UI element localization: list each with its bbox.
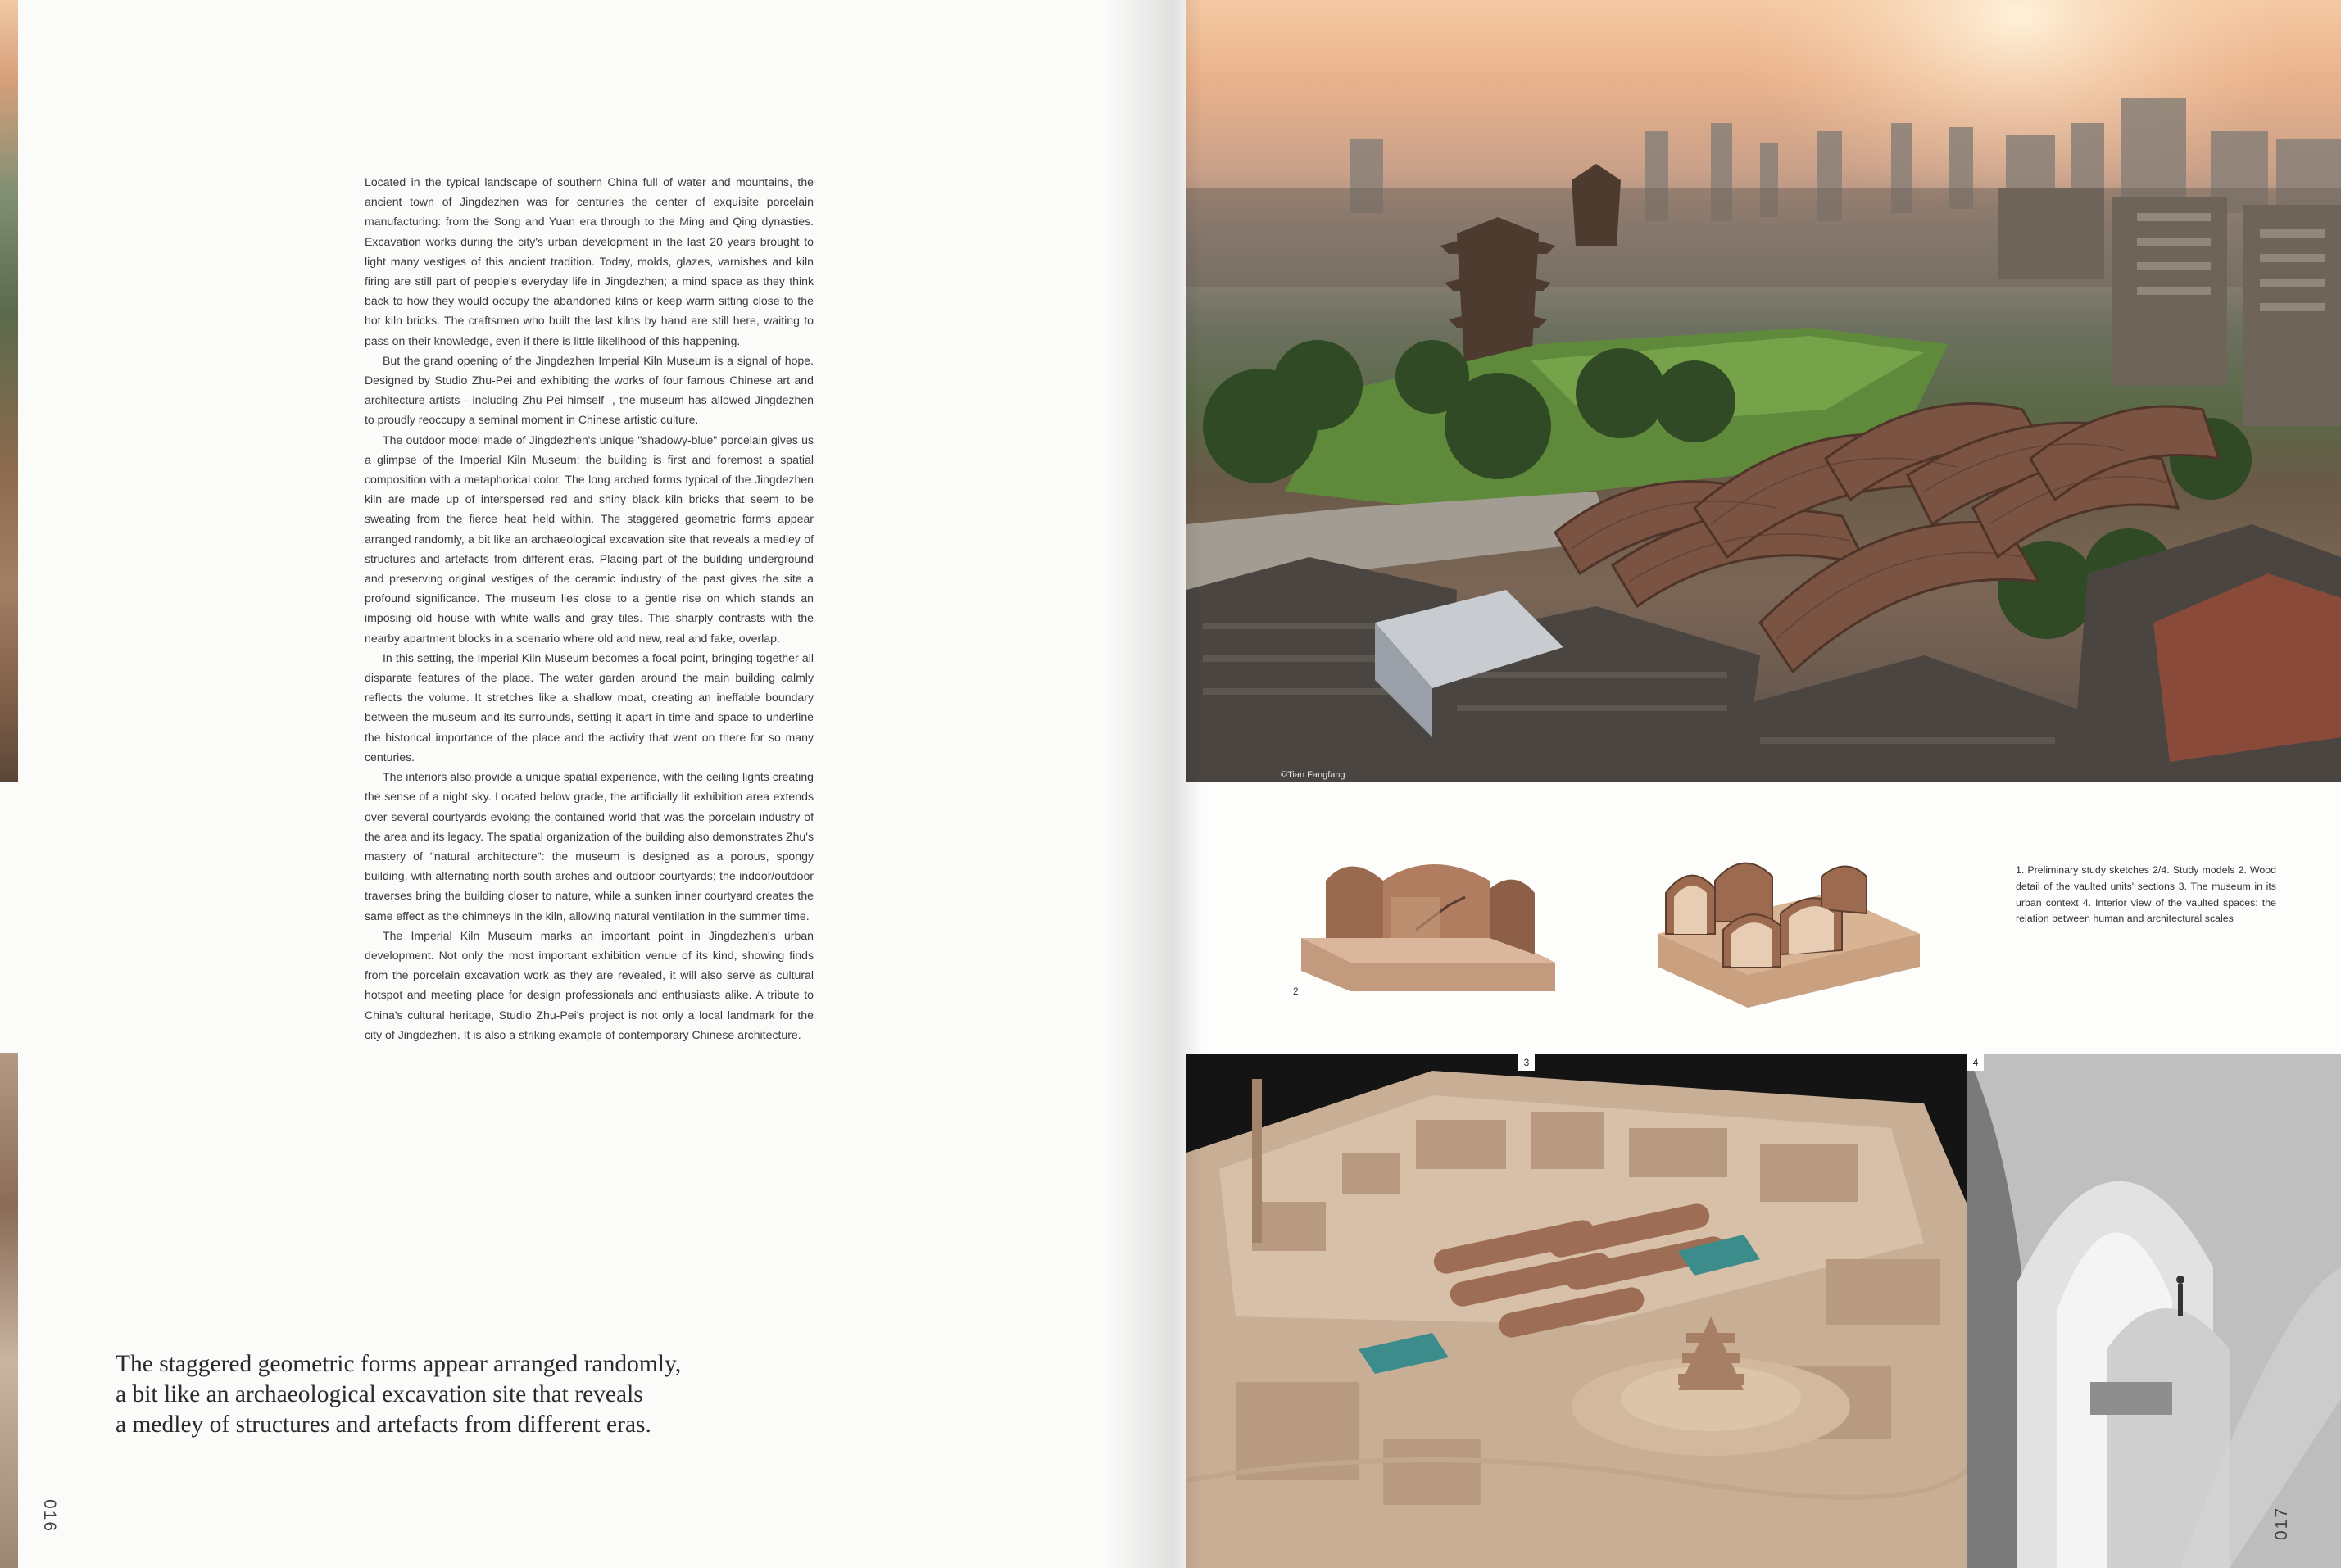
urban-model-illustration bbox=[1186, 1054, 1973, 1568]
right-page bbox=[1170, 0, 2341, 1568]
aerial-photo-illustration bbox=[1186, 0, 2341, 782]
pull-quote-line: a bit like an archaeological excavation site that reveals bbox=[116, 1381, 643, 1407]
spillover-image-bottom bbox=[0, 1053, 18, 1568]
article-paragraph: In this setting, the Imperial Kiln Museum becomes a focal point, bringing together all disparate features of the place. The water garden around the main building calmly reflects the volume. It stretches like a shallow moat, creating an ineffable boundary between the museum and its surrounds, setting it apart in time and space to underline the historical importance of the place and the activity that went on there for so many centuries. bbox=[365, 650, 814, 764]
wood-model-illustration bbox=[1293, 848, 1563, 995]
article-paragraph: The Imperial Kiln Museum marks an important point in Jingdezhen's urban development. Not only the most important exhibition venue of its kind, showing finds from the porcelain excavation work as they are revealed, it will also serve as cultural hotspot and meeting place for design professionals and enthusiasts alike. A tribute to China's cultural heritage, Studio Zhu-Pei's project is not only a local landmark for the city of Jingdezhen. It is also a striking example of contemporary Chinese architecture. bbox=[365, 928, 814, 1041]
article-paragraph: Located in the typical landscape of southern China full of water and mountains, the ancient town of Jingdezhen was for centuries the center of exquisite porcelain manufacturing: from the Song and Yuan era through to the Ming and Qing dynasties. Excavation works during the city's urban development in the last 20 years brought to light many vestiges of this ancient tradition. Today, molds, glazes, varnishes and kiln firing are still part of people's everyday life in Jingdezhen; a mind space as they think back to how they would occupy the abandoned kilns or keep warm sitting close to the hot kiln bricks. The craftsmen who built the last kilns by hand are still here, waiting to pass on their knowledge, even if there is little likelihood of this happening. bbox=[365, 175, 814, 347]
article-paragraph: The interiors also provide a unique spatial experience, with the ceiling lights creating the sense of a night sky. Located below grade, the artificially lit exhibition area extends over several courtyards evoking the contained world that was the porcelain industry of the area and its legacy. The spatial organization of the building also demonstrates Zhu's mastery of "natural architecture": the museum is designed as a porous, spongy building, with alternating north-south arches and outdoor courtyards; the indoor/outdoor traverses bring the building closer to nature, while a sunken inner courtyard creates the same effect as the chimneys in the kiln, allowing natural ventilation in the summer time. bbox=[365, 770, 814, 922]
page-number-left: 016 bbox=[40, 1499, 59, 1534]
article-paragraph: But the grand opening of the Jingdezhen Imperial Kiln Museum is a signal of hope. Designed by Studio Zhu-Pei and exhibiting the works of four famous Chinese art and architecture artists - including Zhu Pei himself -, the museum has allowed Jingdezhen to proudly reoccupy a seminal moment in Chinese artistic culture. bbox=[365, 353, 814, 427]
figure-caption: 1. Preliminary study sketches 2/4. Study models 2. Wood detail of the vaulted units' sections 3. The museum in its urban context 4. Interior view of the vaulted spaces: the relation between human and architectural scales bbox=[2016, 864, 2276, 925]
spillover-image-top bbox=[0, 0, 18, 782]
article-paragraph: The outdoor model made of Jingdezhen's unique "shadowy-blue" porcelain gives us a glimpse of the Imperial Kiln Museum: the building is first and foremost a spatial composition with a metaphorical color. The long arched forms typical of the Jingdezhen kiln are made up of interspersed red and shiny black kiln bricks that seem to be sweating from the fierce heat held within. The staggered geometric forms appear arranged randomly, a bit like an archaeological excavation site that reveals a medley of structures and artefacts from different eras. Placing part of the building underground and preserving original vestiges of the ceramic industry of the past gives the site a profound significance. The museum lies close to a gentle rise on which stands an imposing old house with white walls and gray tiles. This sharply contrasts with the nearby apartment blocks in a scenario where old and new, real and fake, overlap. bbox=[365, 433, 814, 645]
figure-number-4: 4 bbox=[1967, 1054, 1984, 1071]
pull-quote bbox=[116, 1349, 787, 1440]
gutter-shadow bbox=[1105, 0, 1170, 1568]
pull-quote-line: The staggered geometric forms appear arranged randomly, bbox=[116, 1351, 682, 1377]
wood-model-section-2 bbox=[1649, 844, 1928, 1012]
left-page bbox=[0, 0, 1170, 1568]
interior-vaults-illustration bbox=[1967, 1054, 2341, 1568]
pull-quote-line: a medley of structures and artefacts from different eras. bbox=[116, 1412, 651, 1438]
photo-credit: ©Tian Fangfang bbox=[1281, 770, 1345, 780]
wood-model-vaults-illustration bbox=[1649, 844, 1928, 1012]
article-body bbox=[365, 172, 814, 1045]
figure-number-3: 3 bbox=[1518, 1054, 1535, 1071]
urban-context-model-photo bbox=[1186, 1054, 1973, 1568]
page-number-right: 017 bbox=[2272, 1506, 2291, 1540]
interior-vaults-photo bbox=[1967, 1054, 2341, 1568]
figure-number-2: 2 bbox=[1293, 986, 1299, 997]
wood-model-section-1 bbox=[1293, 848, 1563, 995]
aerial-photo-museum bbox=[1186, 0, 2341, 782]
